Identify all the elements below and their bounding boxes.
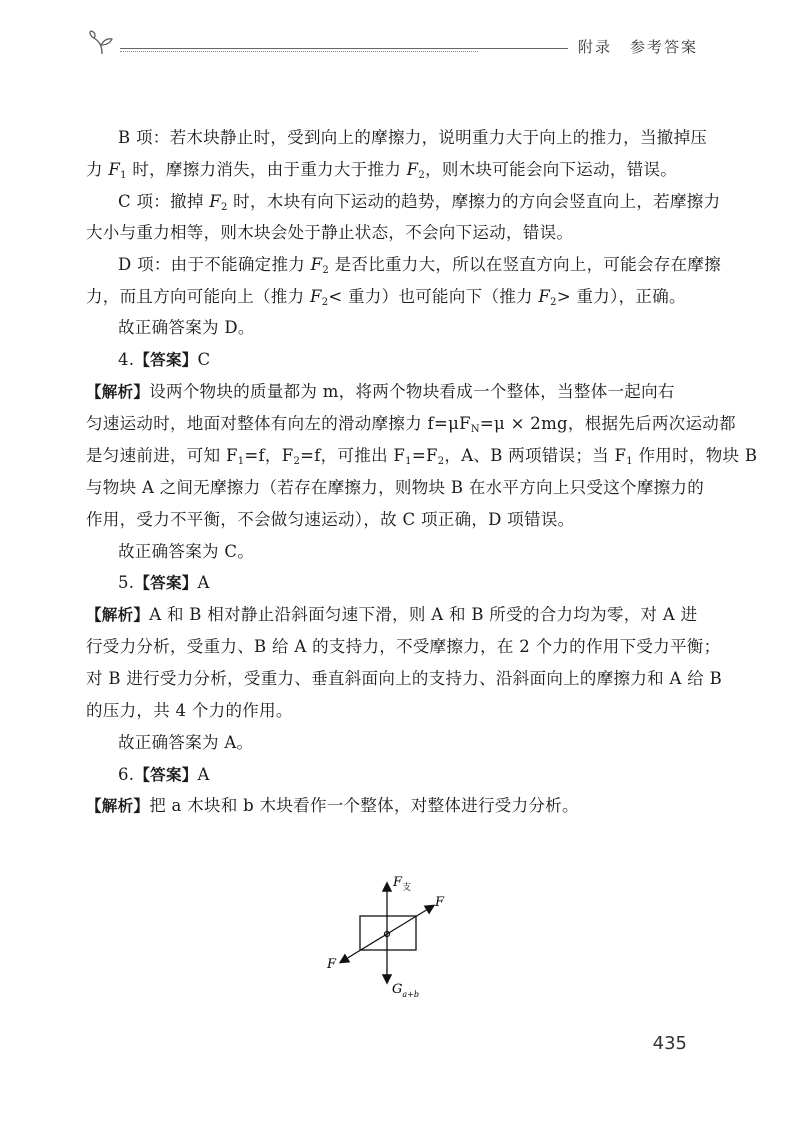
text-run: =f，F [244, 446, 294, 465]
subscript: 1 [120, 170, 127, 181]
subscript: 2 [437, 456, 445, 467]
q5-explanation-line-4: 的压力，共 4 个力的作用。 [86, 701, 293, 720]
answer-line-5: 故正确答案为 A。 [118, 733, 254, 752]
explanation-label: 【解析】 [86, 797, 150, 815]
text-run: 是匀速前进，可知 F [86, 446, 238, 465]
item-b-line-2 [86, 160, 696, 186]
text-run: C 项：撤掉 [118, 192, 210, 211]
q5-answer [118, 573, 696, 593]
explanation-label: 【解析】 [86, 383, 150, 401]
q4-explanation-line-3 [86, 446, 758, 472]
question-number: 5. [118, 573, 135, 592]
answer-line-3: 故正确答案为 D。 [118, 318, 255, 337]
answer-line-4: 故正确答案为 C。 [118, 542, 255, 561]
force-left-label: F [327, 957, 337, 972]
text-run: > 重力），正确。 [556, 287, 686, 306]
q6-explanation-line-1 [86, 796, 696, 816]
answer-label: 【答案】 [134, 574, 198, 592]
question-number: 4. [118, 350, 135, 369]
force-left-arrow [341, 934, 387, 962]
text-run: 力，而且方向可能向上（推力 [86, 287, 310, 306]
force-symbol: F [309, 287, 322, 306]
item-c-line-2: 大小与重力相等，则木块会处于静止状态，不会向下运动，错误。 [86, 223, 574, 242]
q5-explanation-line-2: 行受力分析，受重力、B 给 A 的支持力，不受摩擦力，在 2 个力的作用下受力平衡； [86, 637, 721, 656]
text-run: 力 [86, 160, 109, 179]
subscript: 1 [626, 456, 633, 467]
header-rule [120, 48, 568, 49]
header-title [578, 36, 698, 57]
header-section: 附录 [577, 38, 612, 56]
text-run: D 项：由于不能确定推力 [118, 255, 311, 274]
subscript: 2 [418, 170, 426, 181]
page-number: 435 [652, 1033, 687, 1054]
gravity-label: $G_{a+b}$ [392, 982, 419, 999]
answer-value: A [197, 765, 210, 784]
subscript: 1 [405, 456, 412, 467]
q4-explanation-line-5: 作用，受力不平衡，不会做匀速运动），故 C 项正确，D 项错误。 [86, 510, 575, 529]
answer-label: 【答案】 [134, 351, 198, 369]
force-symbol: F [538, 287, 551, 306]
text-run: 作用时，物块 B [632, 446, 758, 465]
force-symbol: F [310, 255, 323, 274]
text-run: A 和 B 相对静止沿斜面匀速下滑，则 A 和 B 所受的合力均为零，对 A 进 [149, 605, 698, 624]
item-d-line-1 [118, 255, 721, 281]
q5-explanation-line-1 [86, 605, 696, 625]
support-force-label: $F_支$ [393, 875, 412, 893]
q4-answer [118, 350, 696, 370]
q4-explanation-line-1 [86, 382, 696, 402]
force-symbol: F [209, 192, 221, 211]
text-run: 时，摩擦力消失，由于重力大于推力 [126, 160, 407, 179]
text-run: 是否比重力大，所以在竖直方向上，可能会存在摩擦 [329, 255, 721, 274]
item-b-line-1: B 项：若木块静止时，受到向上的摩擦力，说明重力大于向上的推力，当撤掉压 [118, 128, 708, 147]
q4-explanation-line-2 [86, 414, 736, 440]
subscript: N [470, 424, 480, 435]
text-run: =μ × 2mg，根据先后两次运动都 [479, 414, 736, 433]
text-run: < 重力）也可能向下（推力 [328, 287, 539, 306]
force-symbol: F [406, 160, 419, 179]
header-chapter-title: 参考答案 [629, 38, 698, 56]
header-rule-dotted [120, 51, 478, 52]
text-run: 设两个物块的质量都为 m，将两个物块看成一个整体，当整体一起向右 [149, 382, 675, 401]
item-c-line-1 [118, 192, 721, 218]
text-run: 时，木块有向下运动的趋势，摩擦力的方向会竖直向上，若摩擦力 [227, 192, 721, 211]
subscript: 2 [321, 297, 329, 308]
running-header [88, 30, 698, 60]
subscript: 2 [550, 297, 557, 308]
text-run: =F [411, 446, 438, 465]
subscript: 2 [322, 265, 330, 276]
item-d-line-2 [86, 287, 696, 313]
text-run: =f，可推出 F [300, 446, 406, 465]
text-run: 把 a 木块和 b 木块看作一个整体，对整体进行受力分析。 [149, 796, 579, 815]
question-number: 6. [118, 765, 135, 784]
force-right-arrow [387, 906, 433, 934]
sprout-icon [88, 30, 120, 56]
subscript: 1 [237, 456, 245, 467]
q4-explanation-line-4: 与物块 A 之间无摩擦力（若存在摩擦力，则物块 B 在水平方向上只受这个摩擦力的 [86, 478, 705, 497]
subscript: 2 [293, 456, 301, 467]
force-right-label: F [435, 895, 445, 910]
answer-label: 【答案】 [134, 766, 198, 784]
text-run: 匀速运动时，地面对整体有向左的滑动摩擦力 f=μF [86, 414, 471, 433]
force-diagram [325, 872, 455, 1004]
text-run: ，则木块可能会向下运动，错误。 [425, 160, 678, 179]
answer-value: C [197, 350, 211, 369]
q5-explanation-line-3: 对 B 进行受力分析，受重力、垂直斜面向上的支持力、沿斜面向上的摩擦力和 A 给 B [86, 669, 722, 688]
text-run: ，A、B 两项错误；当 F [444, 446, 627, 465]
explanation-label: 【解析】 [86, 606, 150, 624]
answer-value: A [197, 573, 210, 592]
subscript: 2 [220, 202, 228, 213]
force-symbol: F [108, 160, 121, 179]
q6-answer [118, 765, 696, 785]
